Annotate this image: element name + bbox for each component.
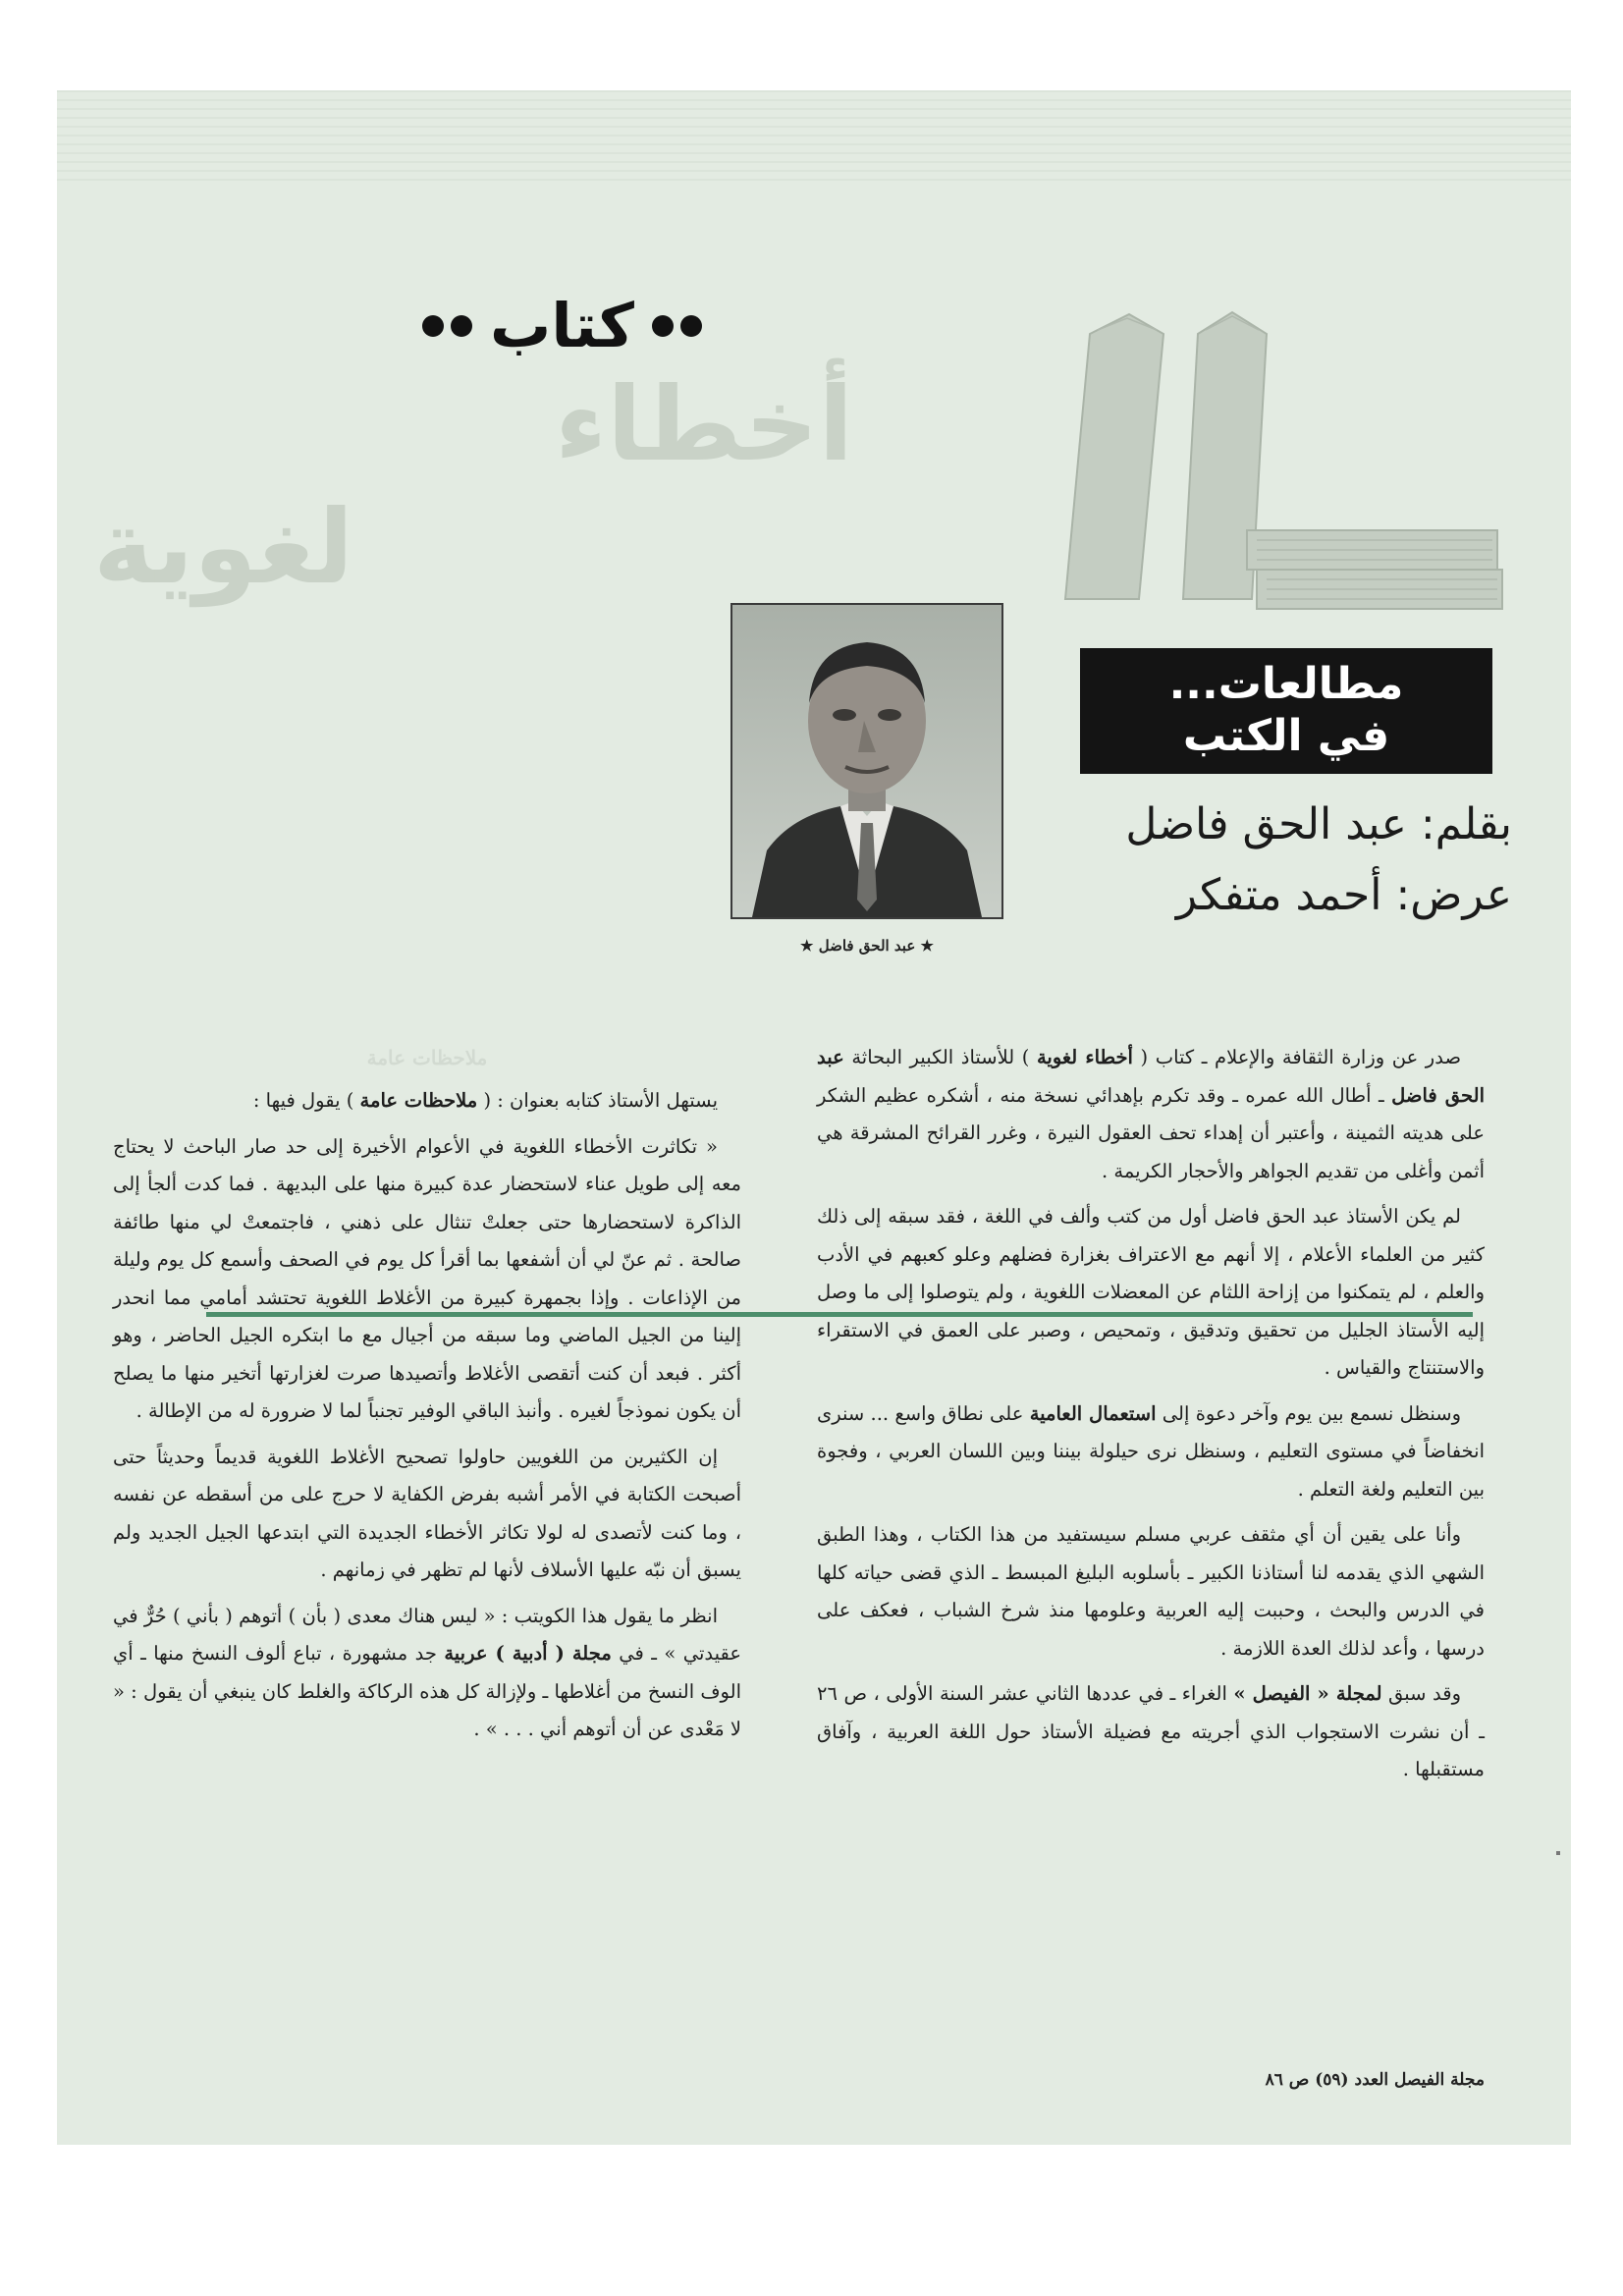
text-run: « تكاثرت الأخطاء اللغوية في الأعوام الأخيرة إلى حد صار الباحث لا يحتاج معه إلى طويل عناء لاستحضار عدة كبيرة منها على البديهة . فما كدت ألجأ إلى الذاكرة لاستحضارها حتى جعلتْ تنثال على ذهني ، فاجتمعتْ لي منها طائفة صالحة . ثم عنّ لي أن أشفعها بما أقرأ كل يوم في الصحف وأسمع كل يوم وليلة من الإذاعات . وإذا بجمهرة كبيرة من الأغلاط اللغوية تحتشد أمامي مما انحدر إلينا من الجيل الماضي وما سبقه من أجيال مع ما ابتكره الجيل الحاضر ، وهو أكثر . فبعد أن كنت أتقصى الأغلاط وأتصيدها صرت لغزارتها أتخير منها ما يصلح أن يكون نموذجاً لغيره . وأنبذ الباقي الوفير تجنباً لما لا ضرورة له من الإطالة . <box>113 1134 741 1422</box>
paragraph <box>817 1675 1485 1789</box>
bold-phrase: استعمال العامية <box>1029 1401 1157 1425</box>
bold-phrase: أخطاء لغوية <box>1036 1046 1133 1068</box>
text-run: ـ أطال الله عمره ـ وقد تكرم بإهدائي نسخة منه ، أشكره عظيم الشكر على هديته الثمينة ، وأعتبر أن إهداء تحف العقول النيرة ، وغرر القرائح المشرقة هي أثمن وأغلى من تقديم الجواهر والأحجار الكريمة . <box>817 1083 1485 1182</box>
bold-phrase: لمجلة « الفيصل » <box>1233 1682 1382 1705</box>
text-run: وقد سبق <box>1381 1682 1461 1705</box>
kitab-heading <box>280 287 844 365</box>
author-byline: بقلم: عبد الحق فاضل <box>1125 799 1512 849</box>
article-column-right <box>817 1039 1485 1789</box>
ornament-dots-left <box>422 315 472 337</box>
text-run: وأنا على يقين أن أي مثقف عربي مسلم سيستفيد من هذا الكتاب ، وهذا الطبق الشهي الذي يقدمه لنا أستاذنا الكبير ـ بأسلوبه البليغ المبسط ـ الذي قضى حياته كلها في الدرس والبحث ، وحببت إليه العربية وعلومها منذ شرخ الشباب ، فعكف على درسها ، وأعد لذلك العدة اللازمة . <box>817 1523 1485 1660</box>
text-run: على نطاق واسع ... سنرى انخفاضاً في مستوى التعليم ، وسنظل نرى حيلولة بيننا وبين اللسان العربي ، وفجوة بين التعليم ولغة التعلم . <box>817 1401 1485 1501</box>
edge-mark <box>1556 1851 1560 1855</box>
series-title-box <box>1080 648 1492 774</box>
kitab-word: كتاب <box>490 290 634 361</box>
text-run: جد مشهورة ، تباع ألوف النسخ منها ـ أي الوف النسخ من أغلاطها ـ ولإزالة كل هذه الركاكة والغلط كان ينبغي أن يقول : « لا مَعْدى عن أن أتوهم أني . . . » . <box>113 1642 741 1740</box>
series-line1: مطالعات... <box>1168 659 1404 710</box>
text-run: ) يقول فيها : <box>252 1089 360 1112</box>
reviewer-byline: عرض: أحمد متفكر <box>1175 870 1512 920</box>
author-portrait <box>730 603 1003 919</box>
text-run: إن الكثيرين من اللغويين حاولوا تصحيح الأغلاط اللغوية قديماً وحديثاً حتى أصبحت الكتابة في الأمر أشبه بفرض الكفاية لا حرج على من أسقطه عن نفسه ، وما كنت لأتصدى له لولا تكاثر الأخطاء الجديدة التي ابتدعها الجيل الجديد ولم يسبق أن نبّه عليها الأسلاف لأنها لم تظهر في زمانهم . <box>113 1445 741 1581</box>
text-run: وسنظل نسمع بين يوم وآخر دعوة إلى <box>1156 1401 1461 1425</box>
photo-caption: ★ عبد الحق فاضل ★ <box>800 937 934 955</box>
paragraph <box>817 1198 1485 1388</box>
text-run: لم يكن الأستاذ عبد الحق فاضل أول من كتب وألف في اللغة ، فقد سبقه إلى ذلك كثير من العلماء الأعلام ، إلا أنهم مع الاعتراف بغزارة فضلهم وعلو كعبهم في الأدب والعلم ، لم يتمكنوا من إزاحة اللثام عن المعضلات اللغوية ، ولم يتوصلوا إلى ما وصل إليه الأستاذ الجليل من تحقيق وتدقيق ، وتمحيص ، وصبر على العمق في الاستقراء والاستنتاج والقياس . <box>817 1205 1485 1379</box>
paragraph <box>817 1039 1485 1190</box>
bold-phrase: مجلة ( أدبية ) عربية <box>444 1642 612 1665</box>
text-run: صدر عن وزارة الثقافة والإعلام ـ كتاب ( <box>1132 1046 1461 1068</box>
text-run: انظر ما يقول هذا الكويتب : « ليس هناك معدى ( بأن ) أتوهم ( بأني ) حُرٌّ في عقيدتي » ـ في <box>113 1604 741 1665</box>
page-footer: مجلة الفيصل العدد (٥٩) ص ٨٦ <box>1265 2070 1485 2090</box>
paragraph <box>817 1516 1485 1667</box>
paragraph <box>113 1598 741 1749</box>
paragraph <box>113 1082 741 1121</box>
bold-phrase: ملاحظات عامة <box>359 1089 478 1112</box>
paragraph <box>113 1439 741 1590</box>
book-title-line2: لغوية <box>93 487 354 607</box>
paragraph <box>113 1128 741 1431</box>
text-run: يستهل الأستاذ كتابه بعنوان : ( <box>477 1089 718 1112</box>
section-subheading: ملاحظات عامة <box>366 1046 488 1069</box>
series-line2: في الكتب <box>1182 711 1390 761</box>
book-title-line1: أخطاء <box>555 364 854 484</box>
text-run: الغراء ـ في عددها الثاني عشر السنة الأولى ، ص ٢٦ ـ أن نشرت الاستجواب الذي أجريته مع فضيلة الأستاذ حول اللغة العربية ، وآفاق مستقبلها . <box>817 1682 1485 1780</box>
text-run: ) للأستاذ الكبير البحاثة <box>843 1046 1037 1068</box>
paragraph <box>817 1395 1485 1509</box>
books-illustration <box>1021 304 1512 619</box>
ornament-dots-right <box>652 315 702 337</box>
bold-phrase: عبد الحق فاضل <box>817 1046 1485 1107</box>
article-column-left <box>113 1039 741 1749</box>
